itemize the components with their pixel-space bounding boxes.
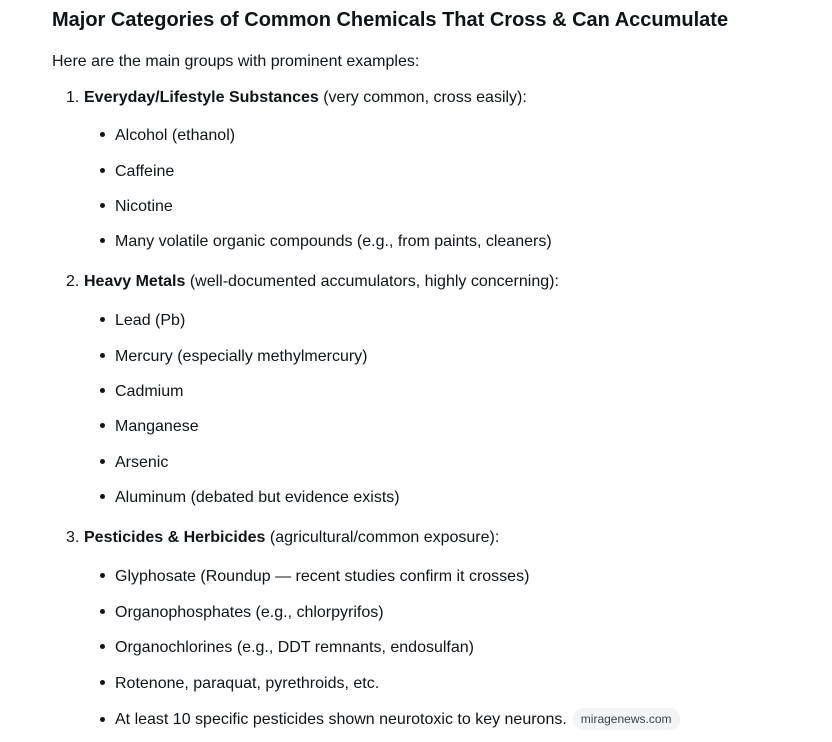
category-number: 2. [66,273,80,290]
category-name: Everyday/Lifestyle Substances [84,89,319,106]
category-note: (agricultural/common exposure): [265,529,500,546]
list-item: Cadmium [100,382,183,402]
page-title: Major Categories of Common Chemicals That Cross & Can Accumulate [52,9,729,31]
bullet-icon [100,353,105,358]
list-item: Lead (Pb) [100,311,185,331]
category-heading-1 [66,88,527,108]
list-item: Mercury (especially methylmercury) [100,347,368,367]
list-item: At least 10 specific pesticides shown neurotoxic to key neurons. miragenews.com [100,709,680,731]
category-heading-2 [66,272,559,292]
bullet-icon [100,573,105,578]
bullet-icon [100,317,105,322]
bullet-icon [100,717,105,722]
list-item: Aluminum (debated but evidence exists) [100,488,400,508]
list-item: Rotenone, paraquat, pyrethroids, etc. [100,674,379,694]
bullet-icon [100,132,105,137]
category-number: 1. [66,89,80,106]
bullet-icon [100,609,105,614]
source-link[interactable]: miragenews.com [573,708,680,730]
intro-text: Here are the main groups with prominent examples: [52,53,420,70]
category-note: (well-documented accumulators, highly concerning): [185,273,559,290]
list-item: Organochlorines (e.g., DDT remnants, endosulfan) [100,638,474,658]
list-item: Arsenic [100,453,168,473]
list-item: Glyphosate (Roundup — recent studies confirm it crosses) [100,567,529,587]
list-item: Alcohol (ethanol) [100,126,235,146]
category-name: Heavy Metals [84,273,186,290]
bullet-icon [100,459,105,464]
list-item: Nicotine [100,197,173,217]
bullet-icon [100,644,105,649]
list-item: Caffeine [100,162,174,182]
bullet-icon [100,238,105,243]
category-note: (very common, cross easily): [318,89,527,106]
bullet-icon [100,423,105,428]
bullet-icon [100,168,105,173]
bullet-icon [100,388,105,393]
list-item: Manganese [100,417,199,437]
bullet-icon [100,494,105,499]
list-item: Many volatile organic compounds (e.g., from paints, cleaners) [100,232,552,252]
category-number: 3. [66,529,80,546]
bullet-icon [100,680,105,685]
category-name: Pesticides & Herbicides [84,529,266,546]
category-heading-3 [66,528,499,548]
list-item: Organophosphates (e.g., chlorpyrifos) [100,603,384,623]
bullet-icon [100,203,105,208]
